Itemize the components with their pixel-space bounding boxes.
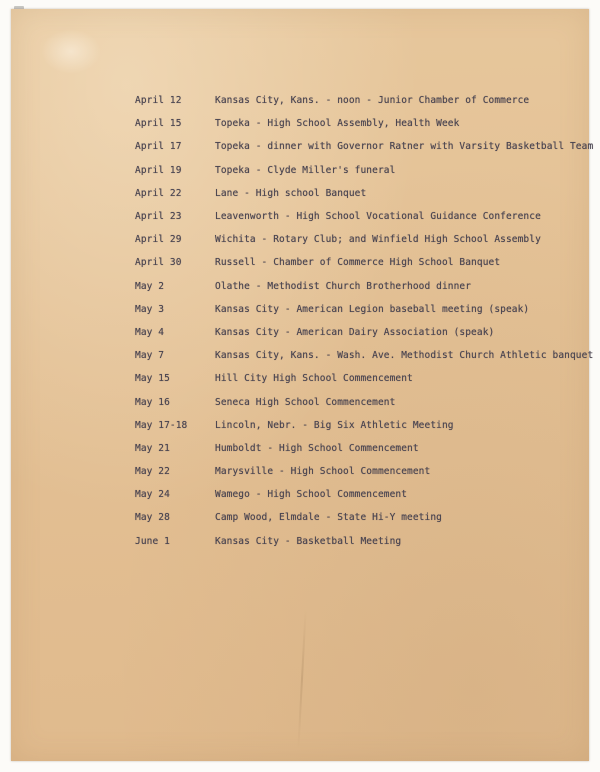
- schedule-row: [135, 205, 585, 228]
- schedule-list: [135, 89, 594, 553]
- schedule-date: April 15: [135, 118, 182, 130]
- schedule-event: Humboldt - High School Commencement: [215, 442, 419, 454]
- schedule-row: [135, 390, 585, 413]
- schedule-row: [135, 530, 585, 553]
- schedule-date: May 7: [135, 350, 165, 362]
- schedule-row: [135, 159, 585, 182]
- schedule-event: Seneca High School Commencement: [215, 396, 396, 408]
- schedule-row: [135, 460, 585, 483]
- paper-crease: [297, 609, 306, 749]
- schedule-date: May 24: [135, 489, 170, 501]
- schedule-event: Leavenworth - High School Vocational Guidance Conference: [215, 211, 541, 223]
- schedule-event: Lincoln, Nebr. - Big Six Athletic Meeting: [215, 419, 454, 431]
- schedule-event: Camp Wood, Elmdale - State Hi-Y meeting: [215, 512, 442, 524]
- schedule-event: Topeka - Clyde Miller's funeral: [215, 164, 396, 176]
- schedule-row: [135, 135, 594, 158]
- schedule-row: [135, 414, 585, 437]
- schedule-row: [135, 112, 585, 135]
- schedule-date: April 19: [135, 164, 182, 176]
- schedule-row: [135, 89, 585, 112]
- schedule-event: Topeka - High School Assembly, Health Week: [215, 118, 460, 130]
- schedule-date: April 23: [135, 211, 182, 223]
- schedule-event: Kansas City, Kans. - Wash. Ave. Methodist Church Athletic banquet: [215, 350, 594, 362]
- schedule-date: April 12: [135, 95, 182, 107]
- schedule-event: Marysville - High School Commencement: [215, 466, 431, 478]
- schedule-event: Olathe - Methodist Church Brotherhood dinner: [215, 280, 472, 292]
- schedule-date: May 4: [135, 326, 165, 338]
- schedule-row: [135, 298, 585, 321]
- schedule-event: Wamego - High School Commencement: [215, 489, 408, 501]
- schedule-date: May 28: [135, 512, 170, 524]
- schedule-event: Topeka - dinner with Governor Ratner with Varsity Basketball Team: [215, 141, 594, 153]
- paper-light-stain: [41, 29, 101, 74]
- schedule-row: [135, 437, 585, 460]
- schedule-date: April 22: [135, 187, 182, 199]
- schedule-event: Kansas City - American Legion baseball meeting (speak): [215, 303, 530, 315]
- schedule-row: [135, 321, 585, 344]
- schedule-date: May 21: [135, 442, 170, 454]
- schedule-date: May 3: [135, 303, 165, 315]
- schedule-event: Kansas City - Basketball Meeting: [215, 535, 402, 547]
- schedule-date: April 30: [135, 257, 182, 269]
- schedule-event: Kansas City, Kans. - noon - Junior Chamber of Commerce: [215, 95, 530, 107]
- schedule-event: Lane - High school Banquet: [215, 187, 367, 199]
- schedule-date: May 2: [135, 280, 165, 292]
- document-paper: [11, 9, 594, 761]
- schedule-date: May 15: [135, 373, 170, 385]
- schedule-date: April 17: [135, 141, 182, 153]
- schedule-row: [135, 182, 585, 205]
- schedule-date: May 16: [135, 396, 170, 408]
- schedule-date: May 22: [135, 466, 170, 478]
- schedule-date: June 1: [135, 535, 170, 547]
- schedule-row: [135, 483, 585, 506]
- schedule-row: [135, 228, 585, 251]
- schedule-row: [135, 275, 585, 298]
- schedule-date: May 17-18: [135, 419, 188, 431]
- schedule-event: Russell - Chamber of Commerce High School Banquet: [215, 257, 501, 269]
- schedule-event: Hill City High School Commencement: [215, 373, 413, 385]
- schedule-row: [135, 506, 585, 529]
- schedule-event: Wichita - Rotary Club; and Winfield High School Assembly: [215, 234, 541, 246]
- schedule-event: Kansas City - American Dairy Association (speak): [215, 326, 495, 338]
- schedule-row: [135, 344, 594, 367]
- schedule-row: [135, 251, 585, 274]
- schedule-date: April 29: [135, 234, 182, 246]
- schedule-row: [135, 367, 585, 390]
